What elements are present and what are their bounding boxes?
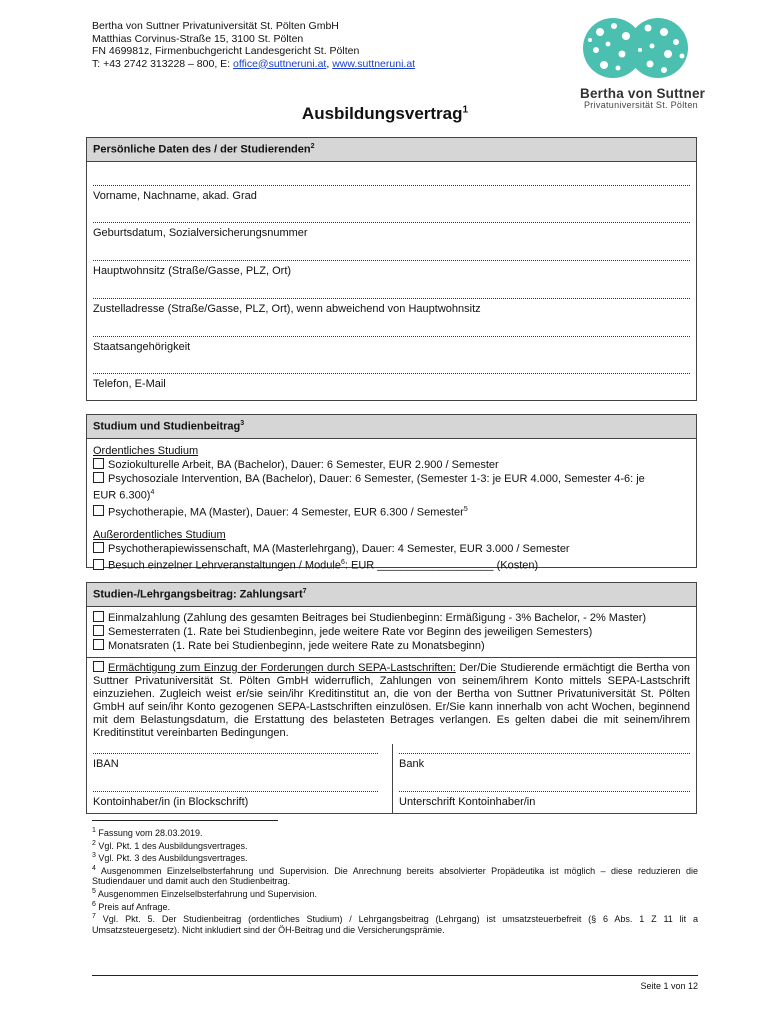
phone-text: T: +43 2742 313228 – 800, E: bbox=[92, 57, 233, 70]
separator: , bbox=[326, 57, 333, 70]
sepa-mandate bbox=[93, 661, 690, 740]
sepa-text: Der/Die Studierende ermächtigt die Bertha von Suttner Privatuniversität St. Pölten GmbH widerruflich, Zahlungen von seinem/ihrem Konto mittels SEPA-Lastschrift einzuziehen. Zugleich weist er/sie sein/ihr Kreditinstitut an, die von der Bertha von Suttner Privatuniversität St. Pölten GmbH auf sein/ihr Konto gezogenen SEPA-Lastschriften einzulösen. Er/Sie kann innerhalb von acht Wochen, beginnend mit dem Belastungsdatum, die Erstattung des belasteten Betrages verlangen. Es gelten dabei die mit seinem/ihrem Kreditinstitut vereinbarten Bedingungen. bbox=[93, 662, 691, 739]
checkbox[interactable] bbox=[93, 611, 104, 622]
footnotes bbox=[92, 826, 698, 935]
birthdate-label: Geburtsdatum, Sozialversicherungsnummer bbox=[93, 227, 308, 239]
name-label: Vorname, Nachname, akad. Grad bbox=[93, 190, 257, 202]
option-psychotherapy: Psychotherapie, MA (Master), Dauer: 4 Semester, EUR 6.300 / Semester$^5$ bbox=[93, 503, 690, 520]
logo-subtitle: Privatuniversität St. Pölten bbox=[584, 100, 698, 110]
nationality-fill-line[interactable] bbox=[93, 330, 690, 337]
contact-line bbox=[92, 58, 415, 71]
regular-study-title: Ordentliches Studium bbox=[93, 445, 199, 457]
study-options bbox=[93, 445, 690, 573]
study-heading: Studium und Studienbeitrag$^3$ bbox=[87, 415, 696, 439]
address-line-2: Matthias Corvinus-Straße 15, 3100 St. Pölten bbox=[92, 32, 304, 45]
study-section bbox=[86, 414, 697, 572]
delivery-address-label: Zustelladresse (Straße/Gasse, PLZ, Ort), wenn abweichend von Hauptwohnsitz bbox=[93, 303, 481, 315]
checkbox[interactable] bbox=[93, 505, 104, 516]
iban-fill-line[interactable] bbox=[93, 747, 378, 754]
nationality-label: Staatsangehörigkeit bbox=[93, 341, 191, 353]
footnote-separator bbox=[92, 820, 278, 821]
account-holder-fill-line[interactable] bbox=[93, 785, 378, 792]
logo-name: Bertha von Suttner bbox=[580, 86, 706, 101]
email-link[interactable]: office@suttneruni.at bbox=[233, 57, 327, 70]
payment-options bbox=[93, 611, 690, 653]
main-residence-label: Hauptwohnsitz (Straße/Gasse, PLZ, Ort) bbox=[93, 265, 292, 277]
checkbox[interactable] bbox=[93, 639, 104, 650]
checkbox[interactable] bbox=[93, 559, 104, 570]
footnote-3: $^3$ Vgl. Pkt. 3 des Ausbildungsvertrages. bbox=[92, 852, 248, 864]
footnote-2: $^2$ Vgl. Pkt. 1 des Ausbildungsvertrages. bbox=[92, 839, 248, 851]
checkbox[interactable] bbox=[93, 625, 104, 636]
personal-data-heading: Persönliche Daten des / der Studierenden$^2$ bbox=[87, 138, 696, 162]
bank-label: Bank bbox=[399, 758, 425, 770]
signature-label: Unterschrift Kontoinhaber/in bbox=[399, 796, 536, 808]
website-link[interactable]: www.suttneruni.at bbox=[332, 57, 416, 70]
main-residence-fill-line[interactable] bbox=[93, 254, 690, 261]
personal-data-section bbox=[86, 137, 697, 401]
delivery-address-fill-line[interactable] bbox=[93, 292, 690, 299]
checkbox[interactable] bbox=[93, 472, 104, 483]
sepa-title: Ermächtigung zum Einzug der Forderungen durch SEPA-Lastschriften: bbox=[108, 662, 456, 674]
option-psychotherapy-science: Psychotherapiewissenschaft, MA (Masterlehrgang), Dauer: 4 Semester, EUR 3.000 / Semester bbox=[93, 542, 690, 556]
account-holder-label: Kontoinhaber/in (in Blockschrift) bbox=[93, 796, 249, 808]
checkbox[interactable] bbox=[93, 542, 104, 553]
footnote-6: $^6$ Preis auf Anfrage. bbox=[92, 900, 170, 912]
page-number: Seite 1 von 12 bbox=[640, 981, 698, 991]
contact-fill-line[interactable] bbox=[93, 367, 690, 374]
payment-heading: Studien-/Lehrgangsbeitrag: Zahlungsart$^7$ bbox=[87, 583, 696, 607]
option-psychosocial-intervention: Psychosoziale Intervention, BA (Bachelor), Dauer: 6 Semester, (Semester 1-3: je EUR 4.000, Semester 4-6: je bbox=[93, 472, 690, 486]
university-address bbox=[92, 20, 415, 70]
address-line-1: Bertha von Suttner Privatuniversität St. Pölten GmbH bbox=[92, 20, 339, 32]
bank-fill-line[interactable] bbox=[399, 747, 690, 754]
checkbox[interactable] bbox=[93, 458, 104, 469]
extraordinary-study-title: Außerordentliches Studium bbox=[93, 529, 226, 542]
name-fill-line[interactable] bbox=[93, 179, 690, 186]
title-footnote-ref: 1 bbox=[462, 104, 469, 116]
birthdate-fill-line[interactable] bbox=[93, 216, 690, 223]
option-psychosocial-cont: EUR 6.300)$^4$ bbox=[93, 489, 155, 502]
option-semester-rates: Semesterraten (1. Rate bei Studienbeginn, jede weitere Rate vor Beginn des jeweiligen Semesters) bbox=[93, 625, 690, 639]
payment-section bbox=[86, 582, 697, 814]
footer-line bbox=[92, 975, 698, 976]
footnote-7: $^7$ Vgl. Pkt. 5. Der Studienbeitrag (ordentliches Studium) / Lehrgangsbeitrag (Lehrgang) ist umsatzsteuerbefreit (§ 6 Abs. 1 Z 11 lit a Umsatzsteuergesetz). Nicht inkludiert sind der ÖH-Beitrag und die Versicherungsprämie. bbox=[92, 913, 698, 935]
footnote-4: $^4$ Ausgenommen Einzelselbsterfahrung und Supervision. Die Anrechnung bereits absolvierter Propädeutika ist möglich – diese reduzieren die Studiendauer und damit auch den Studienbeitrag. bbox=[92, 864, 698, 887]
signature-fill-line[interactable] bbox=[399, 785, 690, 792]
footnote-5: $^5$ Ausgenommen Einzelselbsterfahrung und Supervision. bbox=[92, 887, 318, 899]
option-monthly-rates: Monatsraten (1. Rate bei Studienbeginn, jede weitere Rate zu Monatsbeginn) bbox=[93, 639, 690, 653]
address-line-3: FN 469981z, Firmenbuchgericht Landesgericht St. Pölten bbox=[92, 45, 360, 57]
option-one-time: Einmalzahlung (Zahlung des gesamten Beitrages bei Studienbeginn: Ermäßigung - 3% Bachelor, - 2% Master) bbox=[93, 611, 690, 625]
contact-label: Telefon, E-Mail bbox=[93, 378, 166, 390]
title-text: Ausbildungsvertrag bbox=[301, 104, 463, 123]
footnote-1: $^1$ Fassung vom 28.03.2019. bbox=[92, 827, 203, 838]
iban-label: IBAN bbox=[93, 758, 119, 770]
checkbox[interactable] bbox=[93, 661, 104, 672]
option-single-courses: Besuch einzelner Lehrveranstaltungen / Module$^6$: EUR ___________________ (Kosten) bbox=[93, 556, 690, 573]
document-title bbox=[0, 104, 770, 124]
option-social-work: Soziokulturelle Arbeit, BA (Bachelor), Dauer: 6 Semester, EUR 2.900 / Semester bbox=[93, 458, 690, 472]
